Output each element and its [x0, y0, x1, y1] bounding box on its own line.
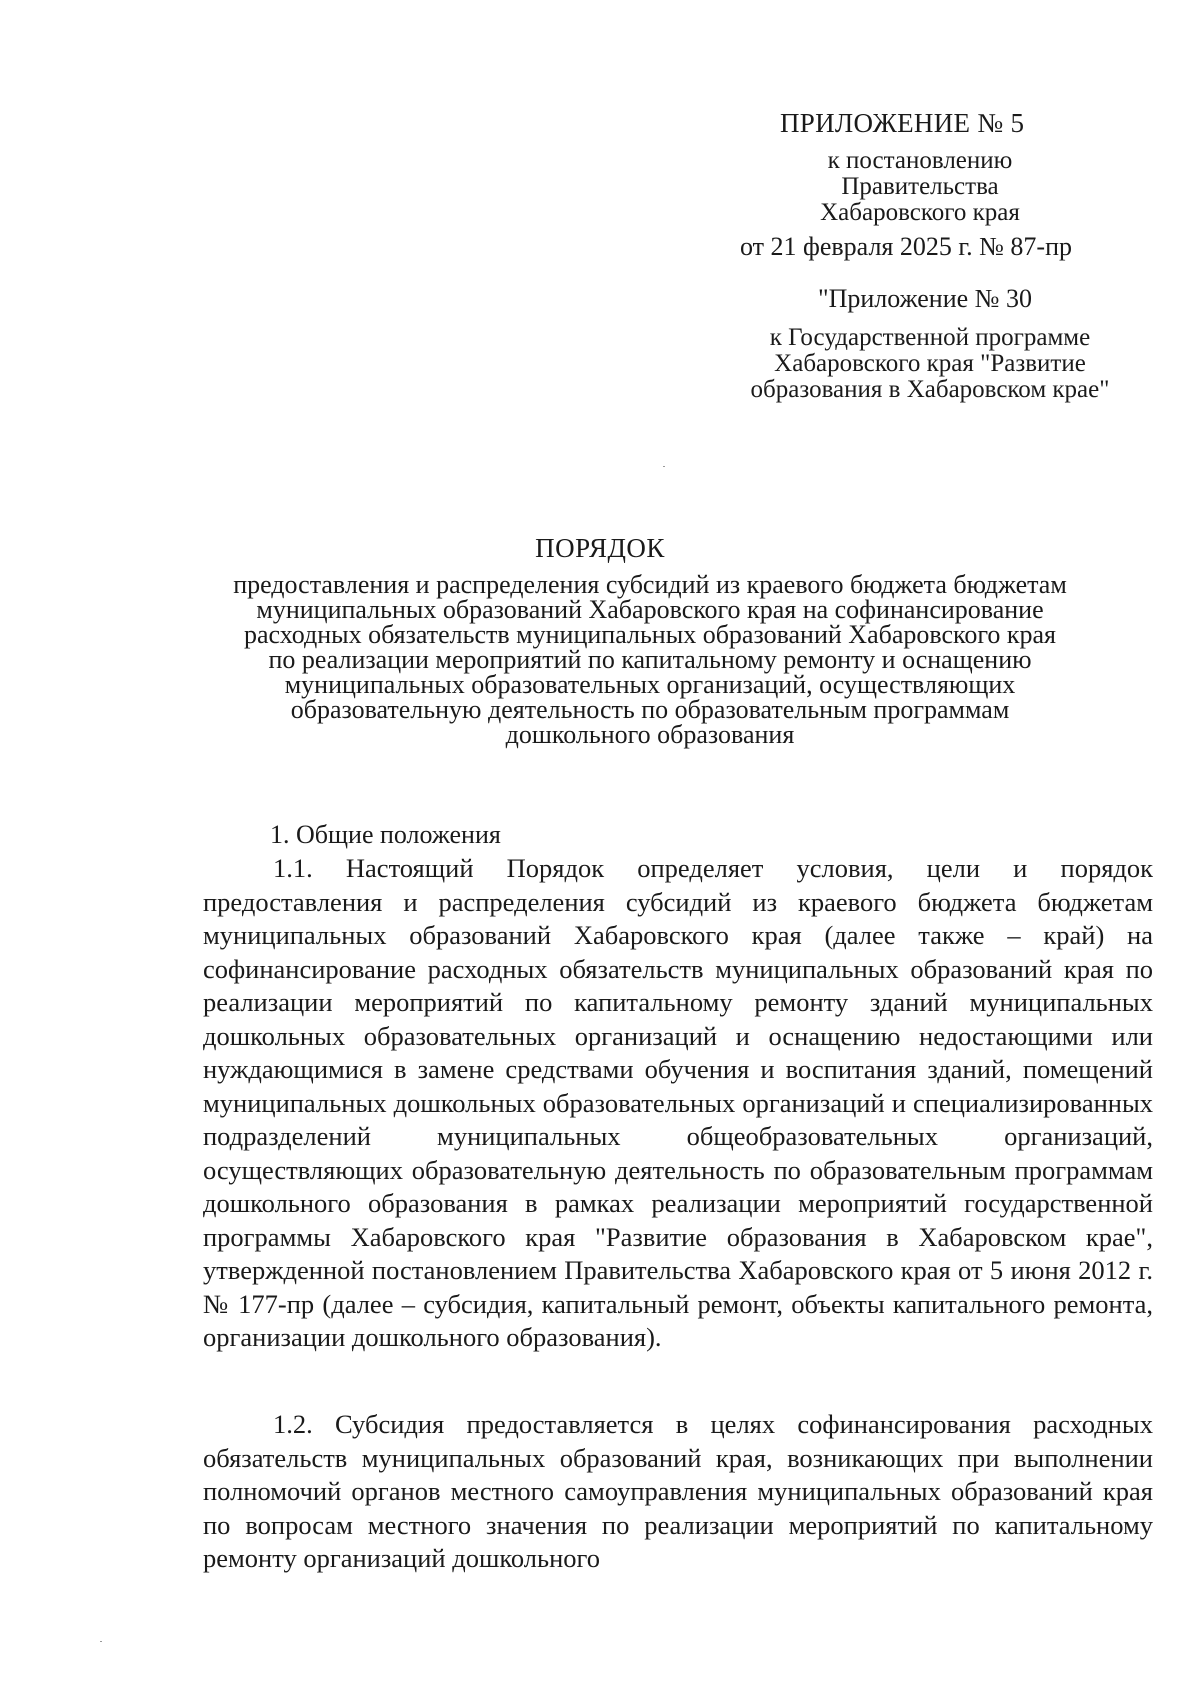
subtitle-line: муниципальных образовательных организаций, осуществляющих — [284, 670, 1016, 699]
subtitle-line: образовательную деятельность по образовательным программам — [290, 695, 1010, 724]
paragraph-1-2: 1.2. Субсидия предоставляется в целях софинансирования расходных обязательств муниципальных образований края, возникающих при выполнении полномочий органов местного самоуправления муниципальных образований края по вопросам местного значения по реализации мероприятий по капитальному ремонту организаций дошкольного — [203, 1409, 1153, 1573]
scan-speck — [100, 1641, 102, 1642]
subtitle-line: по реализации мероприятий по капитальному ремонту и оснащению — [268, 645, 1032, 674]
subtitle-line: дошкольного образования — [505, 720, 795, 749]
appendix-number: ПРИЛОЖЕНИЕ № 5 — [780, 108, 1025, 138]
section-heading: 1. Общие положения — [270, 820, 501, 849]
program-line: образования в Хабаровском крае" — [750, 376, 1110, 403]
program-line: к Государственной программе — [769, 324, 1091, 351]
subtitle-line: предоставления и распределения субсидий из краевого бюджета бюджетам — [233, 570, 1067, 599]
decree-line: Хабаровского края — [820, 199, 1020, 226]
document-title: ПОРЯДОК — [535, 533, 665, 563]
program-line: Хабаровского края "Развитие — [774, 350, 1086, 377]
subtitle-line: муниципальных образований Хабаровского края на софинансирование — [256, 595, 1044, 624]
decree-reference — [700, 148, 1140, 226]
decree-date: от 21 февраля 2025 г. № 87-пр — [740, 232, 1072, 261]
program-appendix-number: "Приложение № 30 — [818, 284, 1032, 313]
document-subtitle — [200, 572, 1100, 747]
scan-speck — [663, 466, 665, 467]
paragraph-1-1: 1.1. Настоящий Порядок определяет условия, цели и порядок предоставления и распределения субсидий из краевого бюджета бюджетам муниципальных образований Хабаровского края (далее также – край) на софинансирование расходных обязательств муниципальных образований края по реализации мероприятий по капитальному ремонту зданий муниципальных дошкольных образовательных организаций и оснащению недостающими или нуждающимися в замене средствами обучения и воспитания зданий, помещений муниципальных дошкольных образовательных организаций и специализированных подразделений муниципальных общеобразовательных организаций, осуществляющих образовательную деятельность по образовательным программам дошкольного образования в рамках реализации мероприятий государственной программы Хабаровского края "Развитие образования в Хабаровском крае", утвержденной постановлением Правительства Хабаровского края от 5 июня 2012 г. № 177-пр (далее – субсидия, капитальный ремонт, объекты капитального ремонта, организации дошкольного образования). — [203, 853, 1153, 1352]
subtitle-line: расходных обязательств муниципальных образований Хабаровского края — [243, 620, 1057, 649]
decree-line: к постановлению — [827, 147, 1013, 174]
decree-line: Правительства — [841, 173, 999, 200]
program-reference — [720, 325, 1140, 403]
